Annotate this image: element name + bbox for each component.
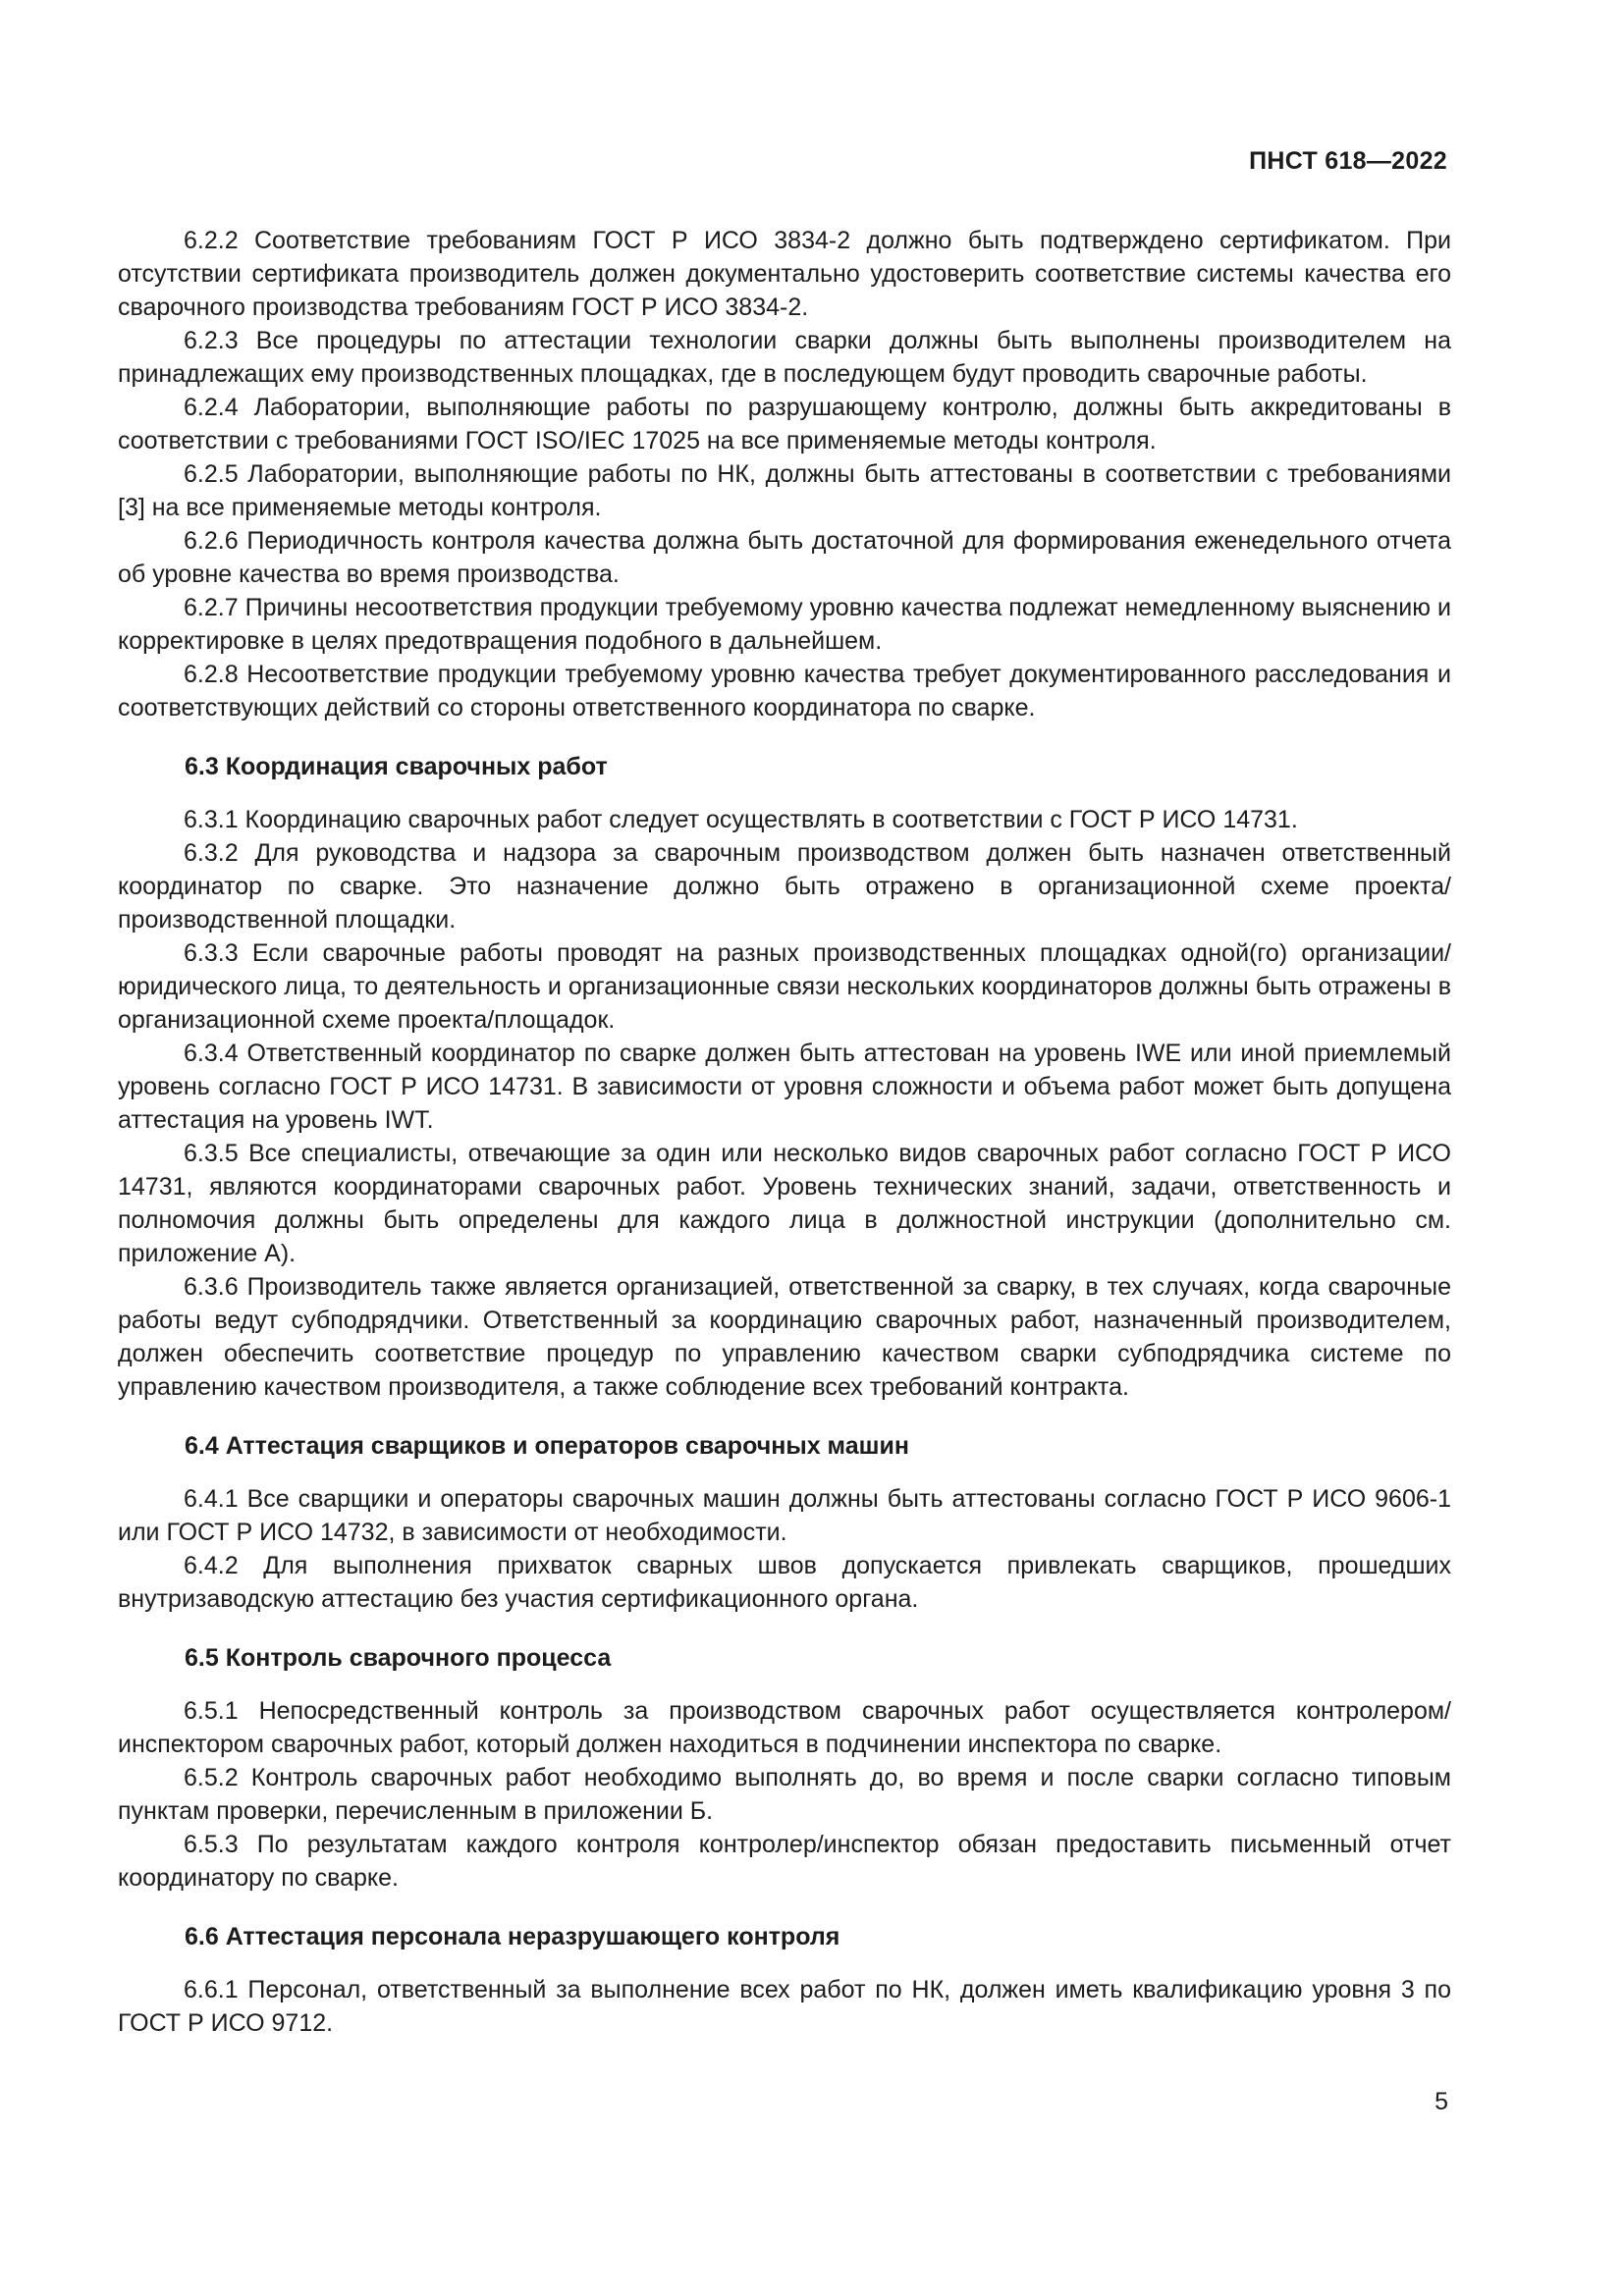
paragraph-6-3-3: 6.3.3 Если сварочные работы проводят на разных производственных площадках одной(го) организации/юридического лица, то деятельность и организационные связи нескольких координаторов должны быть отражены в организационной схеме проекта/площадок.: [118, 939, 1451, 1034]
paragraph-6-5-1: 6.5.1 Непосредственный контроль за производством сварочных работ осуществляется контролером/инспектором сварочных работ, который должен находиться в подчинении инспектора по сварке.: [118, 1697, 1451, 1758]
section-heading-6-5: 6.5 Контроль сварочного процесса: [185, 1644, 612, 1672]
section-heading-6-6: 6.6 Аттестация персонала неразрушающего контроля: [185, 1923, 840, 1950]
section-heading-6-4: 6.4 Аттестация сварщиков и операторов сварочных машин: [185, 1432, 909, 1460]
section-heading-6-3: 6.3 Координация сварочных работ: [185, 753, 608, 780]
document-code: ПНСТ 618—2022: [1249, 147, 1447, 175]
paragraph-6-4-1: 6.4.1 Все сварщики и операторы сварочных машин должны быть аттестованы согласно ГОСТ Р ИСО 9606-1 или ГОСТ Р ИСО 14732, в зависимости от необходимости.: [118, 1485, 1451, 1546]
paragraph-6-3-2: 6.3.2 Для руководства и надзора за сварочным производством должен быть назначен ответственный координатор по сварке. Это назначение должно быть отражено в организационной схеме проекта/ производственной площадки.: [118, 839, 1451, 934]
paragraph-6-2-2: 6.2.2 Соответствие требованиям ГОСТ Р ИСО 3834-2 должно быть подтверждено сертификатом. При отсутствии сертификата производитель должен документально удостоверить соответствие системы качества его сварочного производства требованиям ГОСТ Р ИСО 3834-2.: [118, 227, 1451, 321]
paragraph-6-5-3: 6.5.3 По результатам каждого контроля контролер/инспектор обязан предоставить письменный отчет координатору по сварке.: [118, 1831, 1451, 1892]
document-body: [118, 224, 1451, 2040]
paragraph-6-3-6: 6.3.6 Производитель также является организацией, ответственной за сварку, в тех случаях, когда сварочные работы ведут субподрядчики. Ответственный за координацию сварочных работ, назначенный производителем, должен обеспечить соответствие процедур по управлению качеством сварки субподрядчика системе по управлению качеством производителя, а также соблюдение всех требований контракта.: [118, 1273, 1451, 1401]
paragraph-6-3-5: 6.3.5 Все специалисты, отвечающие за один или несколько видов сварочных работ согласно ГОСТ Р ИСО 14731, являются координаторами сварочных работ. Уровень технических знаний, задачи, ответственность и полномочия должны быть определены для каждого лица в должностной инструкции (дополнительно см. приложение А).: [118, 1140, 1451, 1267]
paragraph-6-3-1: 6.3.1 Координацию сварочных работ следует осуществлять в соответствии с ГОСТ Р ИСО 14731.: [184, 806, 1298, 833]
paragraph-6-2-5: 6.2.5 Лаборатории, выполняющие работы по НК, должны быть аттестованы в соответствии с требованиями [3] на все применяемые методы контроля.: [118, 460, 1451, 521]
paragraph-6-2-4: 6.2.4 Лаборатории, выполняющие работы по разрушающему контролю, должны быть аккредитованы в соответствии с требованиями ГОСТ ISO/IEC 17025 на все применяемые методы контроля.: [118, 394, 1451, 454]
paragraph-6-2-3: 6.2.3 Все процедуры по аттестации технологии сварки должны быть выполнены производителем на принадлежащих ему производственных площадках, где в последующем будут проводить сварочные работы.: [118, 327, 1451, 388]
paragraph-6-2-6: 6.2.6 Периодичность контроля качества должна быть достаточной для формирования еженедельного отчета об уровне качества во время производства.: [118, 527, 1451, 588]
paragraph-6-4-2: 6.4.2 Для выполнения прихваток сварных швов допускается привлекать сварщиков, прошедших внутризаводскую аттестацию без участия сертификационного органа.: [118, 1552, 1451, 1613]
page-number: 5: [1435, 2088, 1448, 2115]
paragraph-6-2-8: 6.2.8 Несоответствие продукции требуемому уровню качества требует документированного расследования и соответствующих действий со стороны ответственного координатора по сварке.: [118, 661, 1451, 721]
paragraph-6-2-7: 6.2.7 Причины несоответствия продукции требуемому уровню качества подлежат немедленному выяснению и корректировке в целях предотвращения подобного в дальнейшем.: [118, 594, 1451, 655]
paragraph-6-3-4: 6.3.4 Ответственный координатор по сварке должен быть аттестован на уровень IWE или иной приемлемый уровень согласно ГОСТ Р ИСО 14731. В зависимости от уровня сложности и объема работ может быть допущена аттестация на уровень IWT.: [118, 1040, 1451, 1134]
paragraph-6-5-2: 6.5.2 Контроль сварочных работ необходимо выполнять до, во время и после сварки согласно типовым пунктам проверки, перечисленным в приложении Б.: [118, 1764, 1451, 1825]
paragraph-6-6-1: 6.6.1 Персонал, ответственный за выполнение всех работ по НК, должен иметь квалификацию уровня 3 по ГОСТ Р ИСО 9712.: [118, 1976, 1451, 2037]
